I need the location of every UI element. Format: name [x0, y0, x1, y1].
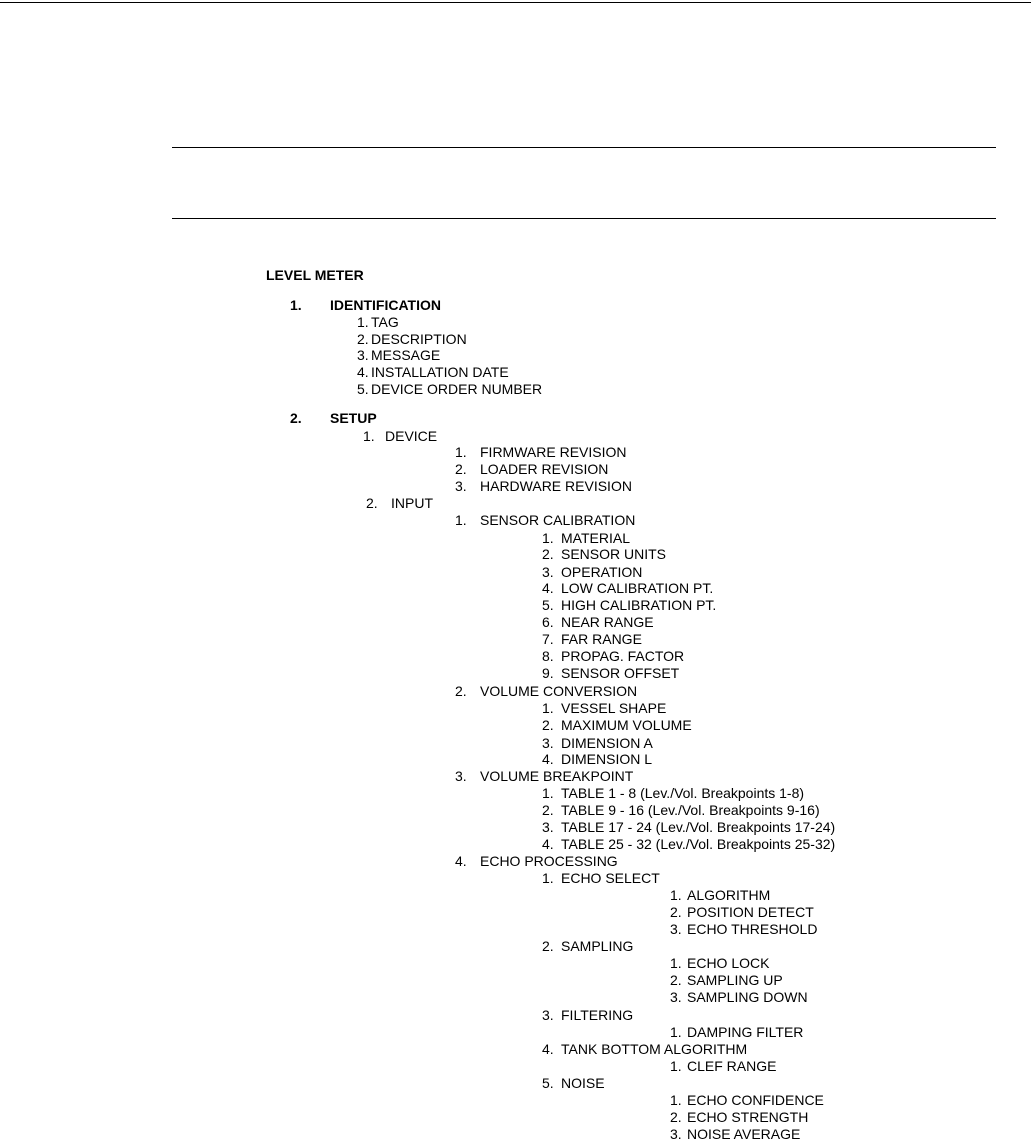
menu-item-label: NOISE: [561, 1075, 605, 1091]
menu-item-label: ECHO LOCK: [687, 955, 770, 971]
menu-item: [542, 870, 660, 887]
menu-item-label: SAMPLING DOWN: [687, 989, 808, 1005]
menu-item-label: ECHO SELECT: [561, 870, 660, 886]
menu-item-number: 8.: [542, 648, 554, 664]
menu-item-label: FILTERING: [561, 1007, 634, 1023]
menu-item-number: 1.: [670, 955, 682, 971]
menu-item-number: 3.: [455, 768, 467, 784]
menu-item: [542, 836, 835, 853]
menu-item-label: HIGH CALIBRATION PT.: [561, 597, 717, 613]
menu-item-number: 1.: [542, 700, 554, 716]
menu-item: [542, 819, 835, 836]
menu-item: [455, 444, 627, 461]
menu-item-number: 3.: [542, 564, 554, 580]
menu-item-number: 2.: [357, 331, 369, 347]
menu-item-number: 1.: [670, 1092, 682, 1108]
menu-item-label: ECHO CONFIDENCE: [687, 1092, 824, 1108]
menu-item-label: DEVICE: [385, 428, 438, 444]
menu-item: [363, 428, 437, 445]
menu-item-label: SAMPLING: [561, 938, 634, 954]
menu-item-number: 3.: [542, 1007, 554, 1023]
menu-item-number: 4.: [455, 853, 467, 869]
menu-item-number: 2.: [542, 546, 554, 562]
header-rule-upper: [172, 147, 996, 148]
menu-item-number: 4.: [542, 751, 554, 767]
menu-item-number: 7.: [542, 631, 554, 647]
menu-item-label: DAMPING FILTER: [687, 1024, 804, 1040]
menu-item-label: MATERIAL: [561, 530, 630, 546]
menu-item-number: 1.: [357, 314, 369, 330]
menu-item-label: SENSOR UNITS: [561, 546, 667, 562]
menu-item-label: TABLE 17 - 24 (Lev./Vol. Breakpoints 17-24): [561, 819, 836, 835]
menu-item-number: 5.: [542, 597, 554, 613]
menu-item-number: 1.: [455, 444, 467, 460]
menu-item: [455, 768, 633, 785]
menu-item-number: 2.: [670, 972, 682, 988]
menu-item-label: SENSOR CALIBRATION: [480, 512, 636, 528]
menu-item: [455, 478, 632, 495]
menu-item-label: ECHO STRENGTH: [687, 1109, 809, 1125]
menu-item: [357, 364, 509, 381]
menu-item: [542, 1007, 633, 1024]
menu-item-label: POSITION DETECT: [687, 904, 814, 920]
menu-item-label: TABLE 1 - 8 (Lev./Vol. Breakpoints 1-8): [561, 785, 805, 801]
menu-item: [542, 564, 642, 581]
menu-item: [366, 495, 433, 512]
menu-item-label: INPUT: [391, 495, 433, 511]
menu-root-title: LEVEL METER: [266, 267, 364, 283]
menu-item-label: LOW CALIBRATION PT.: [561, 580, 714, 596]
menu-item: [357, 314, 399, 331]
menu-item-label: OPERATION: [561, 564, 643, 580]
menu-item-number: 5.: [357, 381, 369, 397]
menu-item-number: 2.: [290, 410, 302, 426]
menu-item-label: ECHO THRESHOLD: [687, 921, 818, 937]
menu-item-number: 1.: [290, 297, 302, 313]
menu-item-number: 9.: [542, 665, 554, 681]
menu-item: [670, 921, 817, 938]
menu-item: [542, 802, 820, 819]
menu-item-number: 1.: [455, 512, 467, 528]
top-rule: [0, 2, 1031, 3]
menu-item-number: 4.: [357, 364, 369, 380]
menu-item-number: 2.: [542, 717, 554, 733]
menu-item-number: 2.: [670, 904, 682, 920]
menu-item-label: HARDWARE REVISION: [480, 478, 632, 494]
menu-item-label: NEAR RANGE: [561, 614, 654, 630]
menu-item: [542, 1041, 747, 1058]
menu-item: [670, 1109, 808, 1126]
menu-item: [670, 887, 770, 904]
menu-item: [670, 989, 808, 1006]
menu-item-number: 1.: [542, 530, 554, 546]
menu-item: [542, 614, 654, 631]
menu-item-label: ECHO PROCESSING: [480, 853, 618, 869]
menu-item-number: 2.: [670, 1109, 682, 1125]
menu-item: [542, 717, 692, 734]
menu-item-label: TAG: [371, 314, 399, 330]
menu-item: [290, 297, 441, 314]
menu-item-number: 3.: [670, 1126, 682, 1142]
menu-item-number: 4.: [542, 836, 554, 852]
menu-item: [455, 461, 608, 478]
menu-item-number: 3.: [670, 989, 682, 1005]
menu-item: [542, 751, 652, 768]
menu-item-number: 1.: [542, 785, 554, 801]
menu-item-label: DESCRIPTION: [371, 331, 467, 347]
menu-item-label: VESSEL SHAPE: [561, 700, 667, 716]
menu-item-number: 4.: [542, 1041, 554, 1057]
menu-item-label: VOLUME BREAKPOINT: [480, 768, 634, 784]
menu-item: [670, 1024, 803, 1041]
menu-item-label: ALGORITHM: [687, 887, 771, 903]
menu-item: [542, 1075, 605, 1092]
menu-item-label: DIMENSION A: [561, 735, 653, 751]
menu-item: [357, 381, 542, 398]
menu-item-number: 1.: [363, 428, 375, 444]
menu-item: [670, 904, 814, 921]
menu-item-number: 2.: [542, 938, 554, 954]
menu-item: [542, 597, 716, 614]
menu-item-number: 6.: [542, 614, 554, 630]
menu-item: [542, 580, 713, 597]
menu-item-number: 3.: [542, 735, 554, 751]
menu-item: [455, 683, 637, 700]
menu-item: [542, 546, 666, 563]
menu-item-label: LOADER REVISION: [480, 461, 609, 477]
menu-item: [455, 512, 635, 529]
menu-item-label: SAMPLING UP: [687, 972, 783, 988]
menu-item: [290, 410, 377, 427]
menu-item: [542, 530, 630, 547]
menu-item-label: CLEF RANGE: [687, 1058, 777, 1074]
menu-item: [542, 785, 804, 802]
menu-item-label: TANK BOTTOM ALGORITHM: [561, 1041, 748, 1057]
menu-item-label: DEVICE ORDER NUMBER: [371, 381, 543, 397]
menu-item-label: DIMENSION L: [561, 751, 653, 767]
menu-item-number: 4.: [542, 580, 554, 596]
menu-item-number: 1.: [670, 1024, 682, 1040]
menu-item-number: 5.: [542, 1075, 554, 1091]
menu-item: [542, 700, 666, 717]
menu-item: [542, 735, 653, 752]
header-rule-lower: [172, 218, 996, 219]
menu-item-label: SENSOR OFFSET: [561, 665, 680, 681]
menu-item-label: INSTALLATION DATE: [371, 364, 509, 380]
menu-item-label: IDENTIFICATION: [330, 297, 441, 313]
menu-item: [670, 955, 769, 972]
menu-item-label: TABLE 9 - 16 (Lev./Vol. Breakpoints 9-16): [561, 802, 820, 818]
menu-item: [670, 1092, 824, 1109]
menu-item-label: FIRMWARE REVISION: [480, 444, 627, 460]
menu-item-number: 2.: [366, 495, 378, 511]
menu-item: [542, 648, 684, 665]
menu-item: [670, 972, 783, 989]
menu-item-label: VOLUME CONVERSION: [480, 683, 638, 699]
menu-item: [542, 631, 642, 648]
menu-item-number: 3.: [670, 921, 682, 937]
menu-item-number: 1.: [670, 887, 682, 903]
menu-item-label: SETUP: [330, 410, 377, 426]
menu-item-label: NOISE AVERAGE: [687, 1126, 801, 1142]
menu-item-label: TABLE 25 - 32 (Lev./Vol. Breakpoints 25-32): [561, 836, 836, 852]
menu-item-number: 1.: [670, 1058, 682, 1074]
menu-item-number: 3.: [455, 478, 467, 494]
menu-item-number: 2.: [455, 461, 467, 477]
menu-item-number: 3.: [542, 819, 554, 835]
menu-item: [542, 665, 679, 682]
menu-item-number: 3.: [357, 347, 369, 363]
menu-item: [670, 1058, 776, 1075]
menu-item: [455, 853, 618, 870]
menu-item-label: MAXIMUM VOLUME: [561, 717, 692, 733]
menu-item-label: FAR RANGE: [561, 631, 642, 647]
menu-item-number: 2.: [542, 802, 554, 818]
menu-item: [542, 938, 633, 955]
menu-item: [670, 1126, 800, 1143]
menu-item-number: 1.: [542, 870, 554, 886]
menu-item-label: PROPAG. FACTOR: [561, 648, 685, 664]
menu-item-label: MESSAGE: [371, 347, 441, 363]
menu-item: [357, 331, 467, 348]
menu-item-number: 2.: [455, 683, 467, 699]
menu-item: [357, 347, 440, 364]
